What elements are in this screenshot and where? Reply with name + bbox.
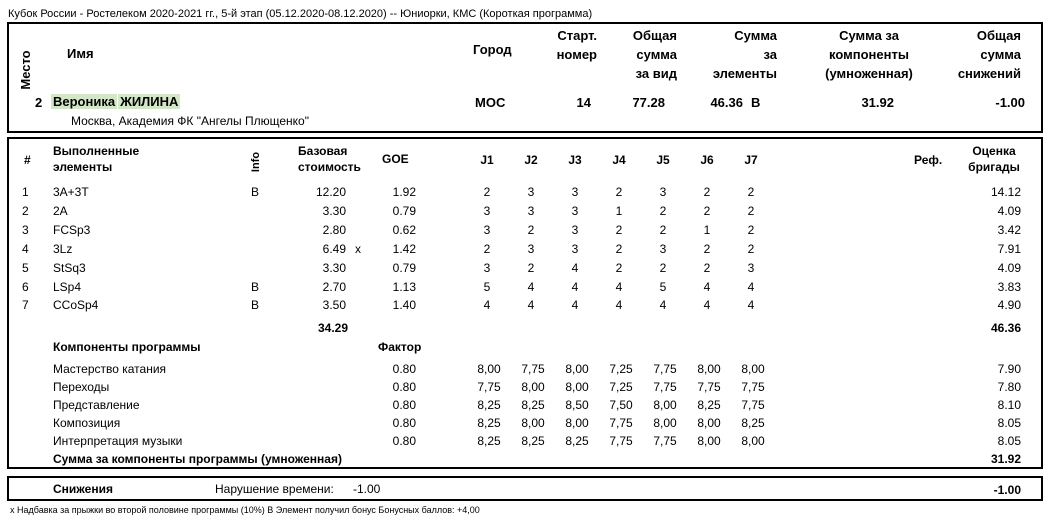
base-value-header: Базовая стоимость <box>298 144 361 174</box>
skater-tes: 46.36 <box>710 95 743 110</box>
element-judge-5: 5 <box>659 280 667 294</box>
pcs-header: Сумма за компоненты (умноженная) <box>825 28 913 81</box>
element-bonus-mark: x <box>355 242 361 256</box>
element-code: 3A+3T <box>53 185 89 199</box>
element-judge-4: 4 <box>615 298 623 312</box>
element-judge-7: 2 <box>747 223 755 237</box>
element-code: CCoSp4 <box>53 298 99 312</box>
place-header: Место <box>18 50 33 90</box>
component-judge-2: 8,25 <box>521 434 545 448</box>
component-judge-7: 8,25 <box>741 416 765 430</box>
element-judge-6: 2 <box>703 204 711 218</box>
elements-num-header: # <box>24 153 31 167</box>
component-judge-7: 8,00 <box>741 434 765 448</box>
components-title: Компоненты программы <box>53 340 201 354</box>
component-judge-6: 8,00 <box>697 416 721 430</box>
component-score: 8.10 <box>997 398 1021 412</box>
component-score: 8.05 <box>997 416 1021 430</box>
component-judge-3: 8,00 <box>565 362 589 376</box>
component-score: 8.05 <box>997 434 1021 448</box>
element-judge-4: 1 <box>615 204 623 218</box>
element-judge-6: 2 <box>703 261 711 275</box>
component-factor: 0.80 <box>392 434 416 448</box>
element-judge-2: 4 <box>527 298 535 312</box>
element-code: 3Lz <box>53 242 73 256</box>
skater-total: 77.28 <box>632 95 665 110</box>
skater-deductions: -1.00 <box>995 95 1025 110</box>
element-code: FCSp3 <box>53 223 91 237</box>
component-judge-5: 8,00 <box>653 416 677 430</box>
element-judge-3: 3 <box>571 185 579 199</box>
component-judge-3: 8,00 <box>565 416 589 430</box>
element-judge-2: 3 <box>527 204 535 218</box>
element-judge-3: 4 <box>571 261 579 275</box>
component-judge-3: 8,50 <box>565 398 589 412</box>
element-base-value: 3.30 <box>322 261 346 275</box>
component-name: Мастерство катания <box>53 362 167 376</box>
element-judge-1: 3 <box>483 261 491 275</box>
start-header: Старт. номер <box>556 28 597 62</box>
referee-header: Реф. <box>914 153 943 167</box>
element-judge-1: 3 <box>483 204 491 218</box>
skater-pcs: 31.92 <box>861 95 894 110</box>
component-judge-5: 7,75 <box>653 362 677 376</box>
element-judge-7: 3 <box>747 261 755 275</box>
element-code: 2A <box>53 204 68 218</box>
component-judge-1: 8,25 <box>477 434 501 448</box>
element-judge-4: 2 <box>615 223 623 237</box>
element-judge-6: 2 <box>703 242 711 256</box>
skater-place: 2 <box>35 95 43 110</box>
element-code: LSp4 <box>53 280 82 294</box>
panel-score-header: Оценка бригады <box>968 144 1020 174</box>
element-judge-6: 1 <box>703 223 711 237</box>
element-panel-score: 3.83 <box>997 280 1021 294</box>
element-judge-4: 4 <box>615 280 623 294</box>
element-judge-4: 2 <box>615 261 623 275</box>
skater-club: Москва, Академия ФК "Ангелы Плющенко" <box>71 114 309 128</box>
skater-start: 14 <box>576 95 591 110</box>
element-number: 7 <box>22 298 29 312</box>
element-judge-7: 4 <box>747 280 755 294</box>
component-judge-4: 7,75 <box>609 416 633 430</box>
element-judge-2: 3 <box>527 242 535 256</box>
element-base-value: 2.80 <box>322 223 346 237</box>
element-panel-score: 4.09 <box>997 204 1021 218</box>
component-judge-3: 8,00 <box>565 380 589 394</box>
info-header: Info <box>250 151 263 173</box>
element-judge-5: 2 <box>659 223 667 237</box>
component-score: 7.90 <box>997 362 1021 376</box>
component-judge-4: 7,25 <box>609 380 633 394</box>
element-number: 4 <box>22 242 29 256</box>
skater-tes-flag: B <box>751 95 761 110</box>
footnote: x Надбавка за прыжки во второй половине программы (10%) B Элемент получил бонус Бонусных баллов: +4,00 <box>10 505 480 515</box>
deductions-label: Снижения <box>53 482 113 496</box>
element-judge-5: 3 <box>659 242 667 256</box>
element-judge-4: 2 <box>615 185 623 199</box>
element-judge-2: 3 <box>527 185 535 199</box>
element-number: 1 <box>22 185 29 199</box>
component-name: Представление <box>53 398 140 412</box>
component-judge-7: 8,00 <box>741 362 765 376</box>
element-judge-3: 4 <box>571 298 579 312</box>
component-judge-6: 8,00 <box>697 362 721 376</box>
component-score: 7.80 <box>997 380 1021 394</box>
element-base-value: 6.49 <box>322 242 346 256</box>
component-judge-1: 7,75 <box>477 380 501 394</box>
component-name: Композиция <box>53 416 121 430</box>
j5-header: J5 <box>656 153 670 167</box>
element-judge-2: 2 <box>527 223 535 237</box>
element-number: 6 <box>22 280 29 294</box>
j3-header: J3 <box>568 153 582 167</box>
element-goe: 0.79 <box>392 261 416 275</box>
element-judge-7: 2 <box>747 204 755 218</box>
component-judge-7: 7,75 <box>741 398 765 412</box>
components-total: 31.92 <box>990 452 1021 466</box>
element-judge-3: 4 <box>571 280 579 294</box>
element-panel-score: 4.09 <box>997 261 1021 275</box>
component-judge-4: 7,75 <box>609 434 633 448</box>
element-judge-1: 2 <box>483 185 491 199</box>
components-total-label: Сумма за компоненты программы (умноженная) <box>53 452 342 466</box>
name-header: Имя <box>67 46 94 61</box>
tes-header: Сумма за элементы <box>712 28 777 81</box>
page-title: Кубок России - Ростелеком 2020-2021 гг., 5-й этап (05.12.2020-08.12.2020) -- Юниорки, КМС (Короткая программа) <box>8 8 593 20</box>
element-goe: 0.79 <box>392 204 416 218</box>
element-number: 5 <box>22 261 29 275</box>
component-judge-2: 8,25 <box>521 398 545 412</box>
component-judge-4: 7,25 <box>609 362 633 376</box>
element-judge-1: 3 <box>483 223 491 237</box>
component-judge-5: 8,00 <box>653 398 677 412</box>
component-judge-2: 7,75 <box>521 362 545 376</box>
element-judge-3: 3 <box>571 204 579 218</box>
element-judge-5: 3 <box>659 185 667 199</box>
element-judge-3: 3 <box>571 242 579 256</box>
element-info: B <box>251 280 260 294</box>
skater-city: МОС <box>475 95 506 110</box>
j4-header: J4 <box>612 153 626 167</box>
element-goe: 0.62 <box>392 223 416 237</box>
element-panel-score: 7.91 <box>997 242 1021 256</box>
skater-last-name: ЖИЛИНА <box>120 94 179 109</box>
factor-header: Фактор <box>378 340 422 354</box>
elements-total: 46.36 <box>990 321 1021 335</box>
deduction-item-value: -1.00 <box>353 482 381 496</box>
skater-first-name: Вероника <box>53 94 116 109</box>
component-judge-1: 8,25 <box>477 398 501 412</box>
element-judge-6: 2 <box>703 185 711 199</box>
component-name: Переходы <box>53 380 110 394</box>
element-number: 2 <box>22 204 29 218</box>
j2-header: J2 <box>524 153 538 167</box>
element-judge-5: 2 <box>659 261 667 275</box>
element-judge-3: 3 <box>571 223 579 237</box>
component-name: Интерпретация музыки <box>53 434 183 448</box>
element-info: B <box>251 185 260 199</box>
element-goe: 1.13 <box>392 280 416 294</box>
element-judge-1: 2 <box>483 242 491 256</box>
component-judge-6: 7,75 <box>697 380 721 394</box>
j1-header: J1 <box>480 153 494 167</box>
component-judge-5: 7,75 <box>653 380 677 394</box>
element-judge-7: 4 <box>747 298 755 312</box>
element-info: B <box>251 298 260 312</box>
total-header: Общая сумма за вид <box>632 28 677 81</box>
component-judge-2: 8,00 <box>521 380 545 394</box>
j7-header: J7 <box>744 153 758 167</box>
element-judge-2: 4 <box>527 280 535 294</box>
element-judge-1: 5 <box>483 280 491 294</box>
element-judge-7: 2 <box>747 242 755 256</box>
component-judge-6: 8,00 <box>697 434 721 448</box>
element-number: 3 <box>22 223 29 237</box>
component-judge-5: 7,75 <box>653 434 677 448</box>
deduction-item-label: Нарушение времени: <box>215 482 334 496</box>
j6-header: J6 <box>700 153 714 167</box>
element-panel-score: 4.90 <box>997 298 1021 312</box>
element-goe: 1.42 <box>392 242 416 256</box>
component-judge-1: 8,00 <box>477 362 501 376</box>
city-header: Город <box>473 42 512 57</box>
element-goe: 1.92 <box>392 185 416 199</box>
element-judge-6: 4 <box>703 280 711 294</box>
skater-summary-box <box>7 22 1043 133</box>
component-judge-7: 7,75 <box>741 380 765 394</box>
element-base-value: 3.30 <box>322 204 346 218</box>
elements-name-header: Выполненные элементы <box>53 144 140 174</box>
skater-name[interactable] <box>51 94 180 109</box>
deductions-box <box>7 476 1043 501</box>
component-factor: 0.80 <box>392 416 416 430</box>
deductions-header: Общая сумма снижений <box>957 28 1021 81</box>
element-panel-score: 3.42 <box>997 223 1021 237</box>
component-judge-4: 7,50 <box>609 398 633 412</box>
component-judge-3: 8,25 <box>565 434 589 448</box>
element-base-value: 12.20 <box>315 185 346 199</box>
deductions-total: -1.00 <box>993 483 1021 497</box>
element-judge-5: 4 <box>659 298 667 312</box>
element-judge-6: 4 <box>703 298 711 312</box>
goe-header: GOE <box>382 152 409 166</box>
component-factor: 0.80 <box>392 398 416 412</box>
component-factor: 0.80 <box>392 380 416 394</box>
element-base-value: 2.70 <box>322 280 346 294</box>
base-total: 34.29 <box>317 321 348 335</box>
element-judge-5: 2 <box>659 204 667 218</box>
component-judge-6: 8,25 <box>697 398 721 412</box>
element-judge-4: 2 <box>615 242 623 256</box>
element-judge-1: 4 <box>483 298 491 312</box>
element-judge-7: 2 <box>747 185 755 199</box>
element-base-value: 3.50 <box>322 298 346 312</box>
element-panel-score: 14.12 <box>990 185 1021 199</box>
component-factor: 0.80 <box>392 362 416 376</box>
element-judge-2: 2 <box>527 261 535 275</box>
component-judge-2: 8,00 <box>521 416 545 430</box>
component-judge-1: 8,25 <box>477 416 501 430</box>
element-code: StSq3 <box>53 261 86 275</box>
element-goe: 1.40 <box>392 298 416 312</box>
